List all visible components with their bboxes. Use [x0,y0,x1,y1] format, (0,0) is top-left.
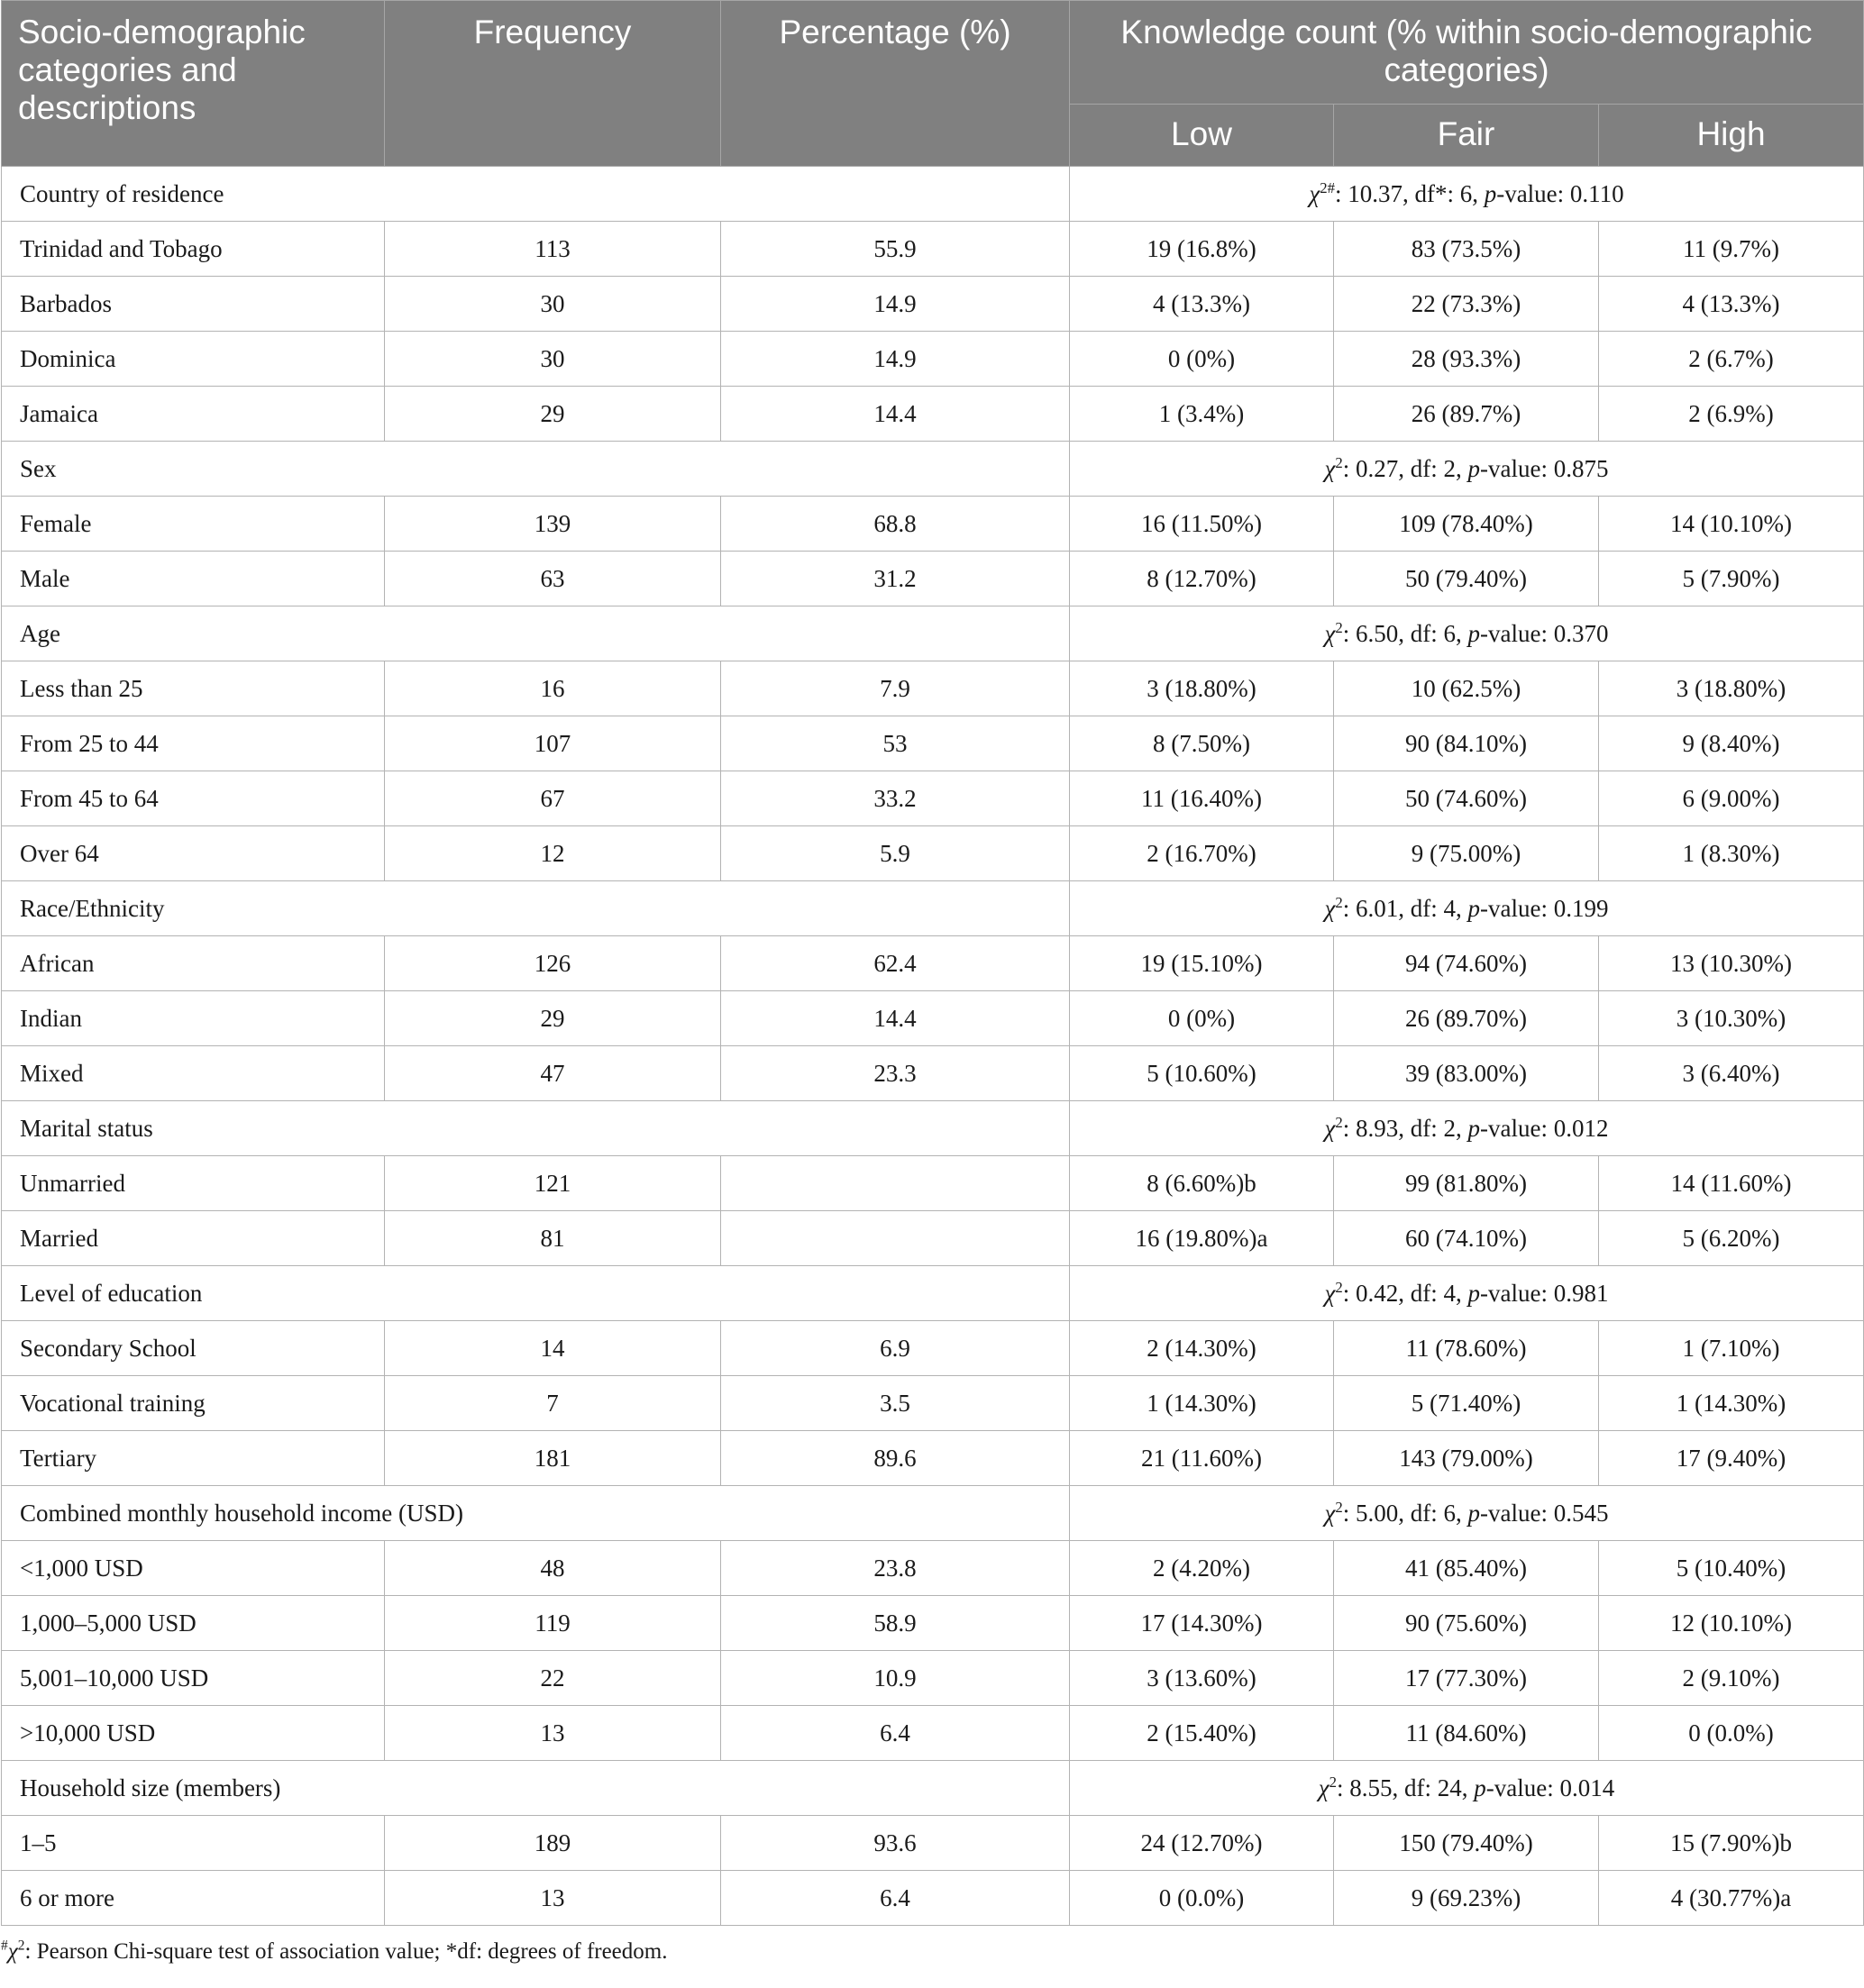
fair-cell: 50 (74.60%) [1334,771,1599,826]
frequency-cell: 47 [385,1046,721,1101]
group-header-row [2,1266,1864,1321]
low-cell: 8 (12.70%) [1070,552,1334,606]
frequency-cell: 29 [385,387,721,442]
fair-cell: 50 (79.40%) [1334,552,1599,606]
group-label: Race/Ethnicity [2,881,1070,936]
p-label: p [1467,1114,1481,1142]
percentage-cell: 23.3 [721,1046,1070,1101]
table-row [2,1871,1864,1926]
fair-cell: 60 (74.10%) [1334,1211,1599,1266]
footnote-chi-sup: 2 [17,1938,25,1954]
chi-superscript: 2 [1335,453,1343,471]
header-percentage: Percentage (%) [721,1,1070,167]
high-cell: 17 (9.40%) [1599,1431,1864,1486]
header-frequency: Frequency [385,1,721,167]
fair-cell: 10 (62.5%) [1334,661,1599,716]
table-row [2,1211,1864,1266]
high-cell: 12 (10.10%) [1599,1596,1864,1651]
footnote-hash: # [1,1938,8,1954]
frequency-cell: 30 [385,332,721,387]
high-cell: 2 (6.7%) [1599,332,1864,387]
header-knowledge: Knowledge count (% within socio-demographic categories) [1070,1,1864,105]
frequency-cell: 81 [385,1211,721,1266]
high-cell: 5 (6.20%) [1599,1211,1864,1266]
chi-symbol: χ [1318,1774,1329,1801]
p-label: p [1467,894,1481,922]
row-label: Jamaica [2,387,385,442]
group-label: Household size (members) [2,1761,1070,1816]
p-label: p [1467,619,1481,647]
table-row [2,1156,1864,1211]
chi-value: : 6.01, df: 4, [1342,894,1468,922]
table-row [2,716,1864,771]
frequency-cell: 12 [385,826,721,881]
high-cell: 5 (7.90%) [1599,552,1864,606]
low-cell: 17 (14.30%) [1070,1596,1334,1651]
high-cell: 14 (11.60%) [1599,1156,1864,1211]
frequency-cell: 189 [385,1816,721,1871]
group-header-row [2,881,1864,936]
p-value: -value: 0.875 [1480,454,1609,482]
group-statistic [1070,606,1864,661]
chi-superscript: 2 [1335,1113,1343,1131]
fair-cell: 150 (79.40%) [1334,1816,1599,1871]
group-statistic [1070,167,1864,222]
frequency-cell: 13 [385,1706,721,1761]
group-header-row [2,1761,1864,1816]
row-label: Unmarried [2,1156,385,1211]
high-cell: 3 (10.30%) [1599,991,1864,1046]
row-label: 1–5 [2,1816,385,1871]
header-low: Low [1070,105,1334,167]
frequency-cell: 16 [385,661,721,716]
percentage-cell [721,1211,1070,1266]
frequency-cell: 139 [385,497,721,552]
high-cell: 3 (18.80%) [1599,661,1864,716]
p-label: p [1474,1774,1486,1801]
low-cell: 16 (11.50%) [1070,497,1334,552]
p-value: -value: 0.981 [1480,1279,1609,1307]
low-cell: 0 (0%) [1070,332,1334,387]
frequency-cell: 14 [385,1321,721,1376]
table-row [2,1046,1864,1101]
p-label: p [1484,179,1497,207]
row-label: 1,000–5,000 USD [2,1596,385,1651]
low-cell: 8 (6.60%)b [1070,1156,1334,1211]
low-cell: 2 (15.40%) [1070,1706,1334,1761]
header-high: High [1599,105,1864,167]
chi-superscript: 2 [1335,1498,1343,1516]
percentage-cell: 31.2 [721,552,1070,606]
row-label: Barbados [2,277,385,332]
table-footnote [1,1938,1864,1965]
p-value: -value: 0.370 [1480,619,1609,647]
table-row [2,222,1864,277]
low-cell: 0 (0%) [1070,991,1334,1046]
header-fair: Fair [1334,105,1599,167]
p-label: p [1467,1279,1481,1307]
percentage-cell [721,1156,1070,1211]
group-label: Age [2,606,1070,661]
low-cell: 21 (11.60%) [1070,1431,1334,1486]
group-statistic [1070,1486,1864,1541]
frequency-cell: 126 [385,936,721,991]
group-statistic [1070,442,1864,497]
row-label: From 25 to 44 [2,716,385,771]
chi-value: : 5.00, df: 6, [1342,1499,1468,1527]
row-label: Less than 25 [2,661,385,716]
frequency-cell: 13 [385,1871,721,1926]
fair-cell: 9 (69.23%) [1334,1871,1599,1926]
table-row [2,332,1864,387]
percentage-cell: 5.9 [721,826,1070,881]
fair-cell: 5 (71.40%) [1334,1376,1599,1431]
chi-superscript: 2 [1335,618,1343,636]
frequency-cell: 7 [385,1376,721,1431]
group-header-row [2,606,1864,661]
fair-cell: 17 (77.30%) [1334,1651,1599,1706]
chi-value: : 10.37, df*: 6, [1334,179,1485,207]
high-cell: 2 (6.9%) [1599,387,1864,442]
high-cell: 3 (6.40%) [1599,1046,1864,1101]
table-header [2,1,1864,167]
high-cell: 4 (30.77%)a [1599,1871,1864,1926]
group-statistic [1070,1266,1864,1321]
low-cell: 2 (16.70%) [1070,826,1334,881]
high-cell: 1 (7.10%) [1599,1321,1864,1376]
percentage-cell: 14.4 [721,991,1070,1046]
frequency-cell: 67 [385,771,721,826]
row-label: Tertiary [2,1431,385,1486]
chi-symbol: χ [1324,454,1336,482]
chi-superscript: 2# [1320,178,1335,196]
fair-cell: 26 (89.70%) [1334,991,1599,1046]
table-row [2,277,1864,332]
high-cell: 11 (9.7%) [1599,222,1864,277]
row-label: From 45 to 64 [2,771,385,826]
fair-cell: 9 (75.00%) [1334,826,1599,881]
fair-cell: 109 (78.40%) [1334,497,1599,552]
high-cell: 14 (10.10%) [1599,497,1864,552]
header-category: Socio-demographic categories and descriptions [2,1,385,167]
fair-cell: 11 (78.60%) [1334,1321,1599,1376]
table-row [2,1816,1864,1871]
table-row [2,826,1864,881]
percentage-cell: 10.9 [721,1651,1070,1706]
group-statistic [1070,881,1864,936]
low-cell: 2 (4.20%) [1070,1541,1334,1596]
fair-cell: 83 (73.5%) [1334,222,1599,277]
percentage-cell: 68.8 [721,497,1070,552]
table-row [2,771,1864,826]
frequency-cell: 63 [385,552,721,606]
chi-superscript: 2 [1335,893,1343,911]
fair-cell: 22 (73.3%) [1334,277,1599,332]
percentage-cell: 6.9 [721,1321,1070,1376]
row-label: <1,000 USD [2,1541,385,1596]
chi-value: : 0.42, df: 4, [1342,1279,1468,1307]
fair-cell: 26 (89.7%) [1334,387,1599,442]
low-cell: 3 (13.60%) [1070,1651,1334,1706]
group-label: Marital status [2,1101,1070,1156]
percentage-cell: 14.9 [721,277,1070,332]
p-label: p [1467,1499,1481,1527]
high-cell: 1 (8.30%) [1599,826,1864,881]
low-cell: 2 (14.30%) [1070,1321,1334,1376]
high-cell: 9 (8.40%) [1599,716,1864,771]
p-value: -value: 0.110 [1496,179,1624,207]
fair-cell: 143 (79.00%) [1334,1431,1599,1486]
chi-value: : 8.55, df: 24, [1337,1774,1475,1801]
low-cell: 24 (12.70%) [1070,1816,1334,1871]
low-cell: 19 (15.10%) [1070,936,1334,991]
percentage-cell: 58.9 [721,1596,1070,1651]
percentage-cell: 33.2 [721,771,1070,826]
group-header-row [2,1101,1864,1156]
low-cell: 4 (13.3%) [1070,277,1334,332]
chi-value: : 6.50, df: 6, [1342,619,1468,647]
chi-superscript: 2 [1335,1278,1343,1296]
percentage-cell: 62.4 [721,936,1070,991]
footnote-text: : Pearson Chi-square test of association value; *df: degrees of freedom. [24,1939,668,1964]
fair-cell: 90 (84.10%) [1334,716,1599,771]
table-row [2,1376,1864,1431]
footnote-chi-symbol: χ [7,1939,18,1964]
percentage-cell: 53 [721,716,1070,771]
table-row [2,1651,1864,1706]
chi-symbol: χ [1309,179,1320,207]
table-row [2,661,1864,716]
fair-cell: 41 (85.40%) [1334,1541,1599,1596]
frequency-cell: 22 [385,1651,721,1706]
table-row [2,497,1864,552]
table-row [2,1706,1864,1761]
row-label: Mixed [2,1046,385,1101]
row-label: African [2,936,385,991]
high-cell: 0 (0.0%) [1599,1706,1864,1761]
group-label: Combined monthly household income (USD) [2,1486,1070,1541]
high-cell: 4 (13.3%) [1599,277,1864,332]
group-header-row [2,442,1864,497]
table-row [2,936,1864,991]
low-cell: 1 (3.4%) [1070,387,1334,442]
frequency-cell: 119 [385,1596,721,1651]
percentage-cell: 7.9 [721,661,1070,716]
low-cell: 19 (16.8%) [1070,222,1334,277]
p-value: -value: 0.545 [1480,1499,1609,1527]
percentage-cell: 23.8 [721,1541,1070,1596]
fair-cell: 90 (75.60%) [1334,1596,1599,1651]
row-label: Over 64 [2,826,385,881]
frequency-cell: 48 [385,1541,721,1596]
percentage-cell: 89.6 [721,1431,1070,1486]
high-cell: 15 (7.90%)b [1599,1816,1864,1871]
chi-value: : 8.93, df: 2, [1342,1114,1468,1142]
row-label: 6 or more [2,1871,385,1926]
p-value: -value: 0.199 [1480,894,1609,922]
sociodemographic-table [1,0,1864,1926]
row-label: Secondary School [2,1321,385,1376]
fair-cell: 94 (74.60%) [1334,936,1599,991]
frequency-cell: 29 [385,991,721,1046]
frequency-cell: 121 [385,1156,721,1211]
percentage-cell: 14.9 [721,332,1070,387]
group-label: Country of residence [2,167,1070,222]
fair-cell: 28 (93.3%) [1334,332,1599,387]
high-cell: 5 (10.40%) [1599,1541,1864,1596]
row-label: Female [2,497,385,552]
row-label: Dominica [2,332,385,387]
percentage-cell: 6.4 [721,1706,1070,1761]
chi-symbol: χ [1324,894,1336,922]
row-label: Married [2,1211,385,1266]
low-cell: 1 (14.30%) [1070,1376,1334,1431]
table-row [2,1431,1864,1486]
fair-cell: 11 (84.60%) [1334,1706,1599,1761]
row-label: >10,000 USD [2,1706,385,1761]
row-label: Vocational training [2,1376,385,1431]
percentage-cell: 3.5 [721,1376,1070,1431]
chi-symbol: χ [1324,1114,1336,1142]
group-statistic [1070,1101,1864,1156]
row-label: Male [2,552,385,606]
fair-cell: 99 (81.80%) [1334,1156,1599,1211]
table-body [2,167,1864,1926]
chi-symbol: χ [1324,1499,1336,1527]
low-cell: 0 (0.0%) [1070,1871,1334,1926]
group-header-row [2,1486,1864,1541]
high-cell: 2 (9.10%) [1599,1651,1864,1706]
high-cell: 6 (9.00%) [1599,771,1864,826]
chi-symbol: χ [1324,1279,1336,1307]
percentage-cell: 6.4 [721,1871,1070,1926]
low-cell: 5 (10.60%) [1070,1046,1334,1101]
chi-superscript: 2 [1329,1773,1338,1791]
table-row [2,1541,1864,1596]
row-label: Indian [2,991,385,1046]
p-label: p [1467,454,1481,482]
group-statistic [1070,1761,1864,1816]
percentage-cell: 55.9 [721,222,1070,277]
row-label: Trinidad and Tobago [2,222,385,277]
table-row [2,387,1864,442]
frequency-cell: 181 [385,1431,721,1486]
table-row [2,1321,1864,1376]
low-cell: 8 (7.50%) [1070,716,1334,771]
table-row [2,1596,1864,1651]
frequency-cell: 113 [385,222,721,277]
table-row [2,991,1864,1046]
chi-value: : 0.27, df: 2, [1342,454,1468,482]
high-cell: 1 (14.30%) [1599,1376,1864,1431]
frequency-cell: 30 [385,277,721,332]
low-cell: 11 (16.40%) [1070,771,1334,826]
low-cell: 3 (18.80%) [1070,661,1334,716]
percentage-cell: 93.6 [721,1816,1070,1871]
p-value: -value: 0.012 [1480,1114,1609,1142]
fair-cell: 39 (83.00%) [1334,1046,1599,1101]
group-label: Sex [2,442,1070,497]
chi-symbol: χ [1324,619,1336,647]
percentage-cell: 14.4 [721,387,1070,442]
frequency-cell: 107 [385,716,721,771]
row-label: 5,001–10,000 USD [2,1651,385,1706]
high-cell: 13 (10.30%) [1599,936,1864,991]
group-header-row [2,167,1864,222]
group-label: Level of education [2,1266,1070,1321]
table-row [2,552,1864,606]
low-cell: 16 (19.80%)a [1070,1211,1334,1266]
p-value: -value: 0.014 [1485,1774,1615,1801]
